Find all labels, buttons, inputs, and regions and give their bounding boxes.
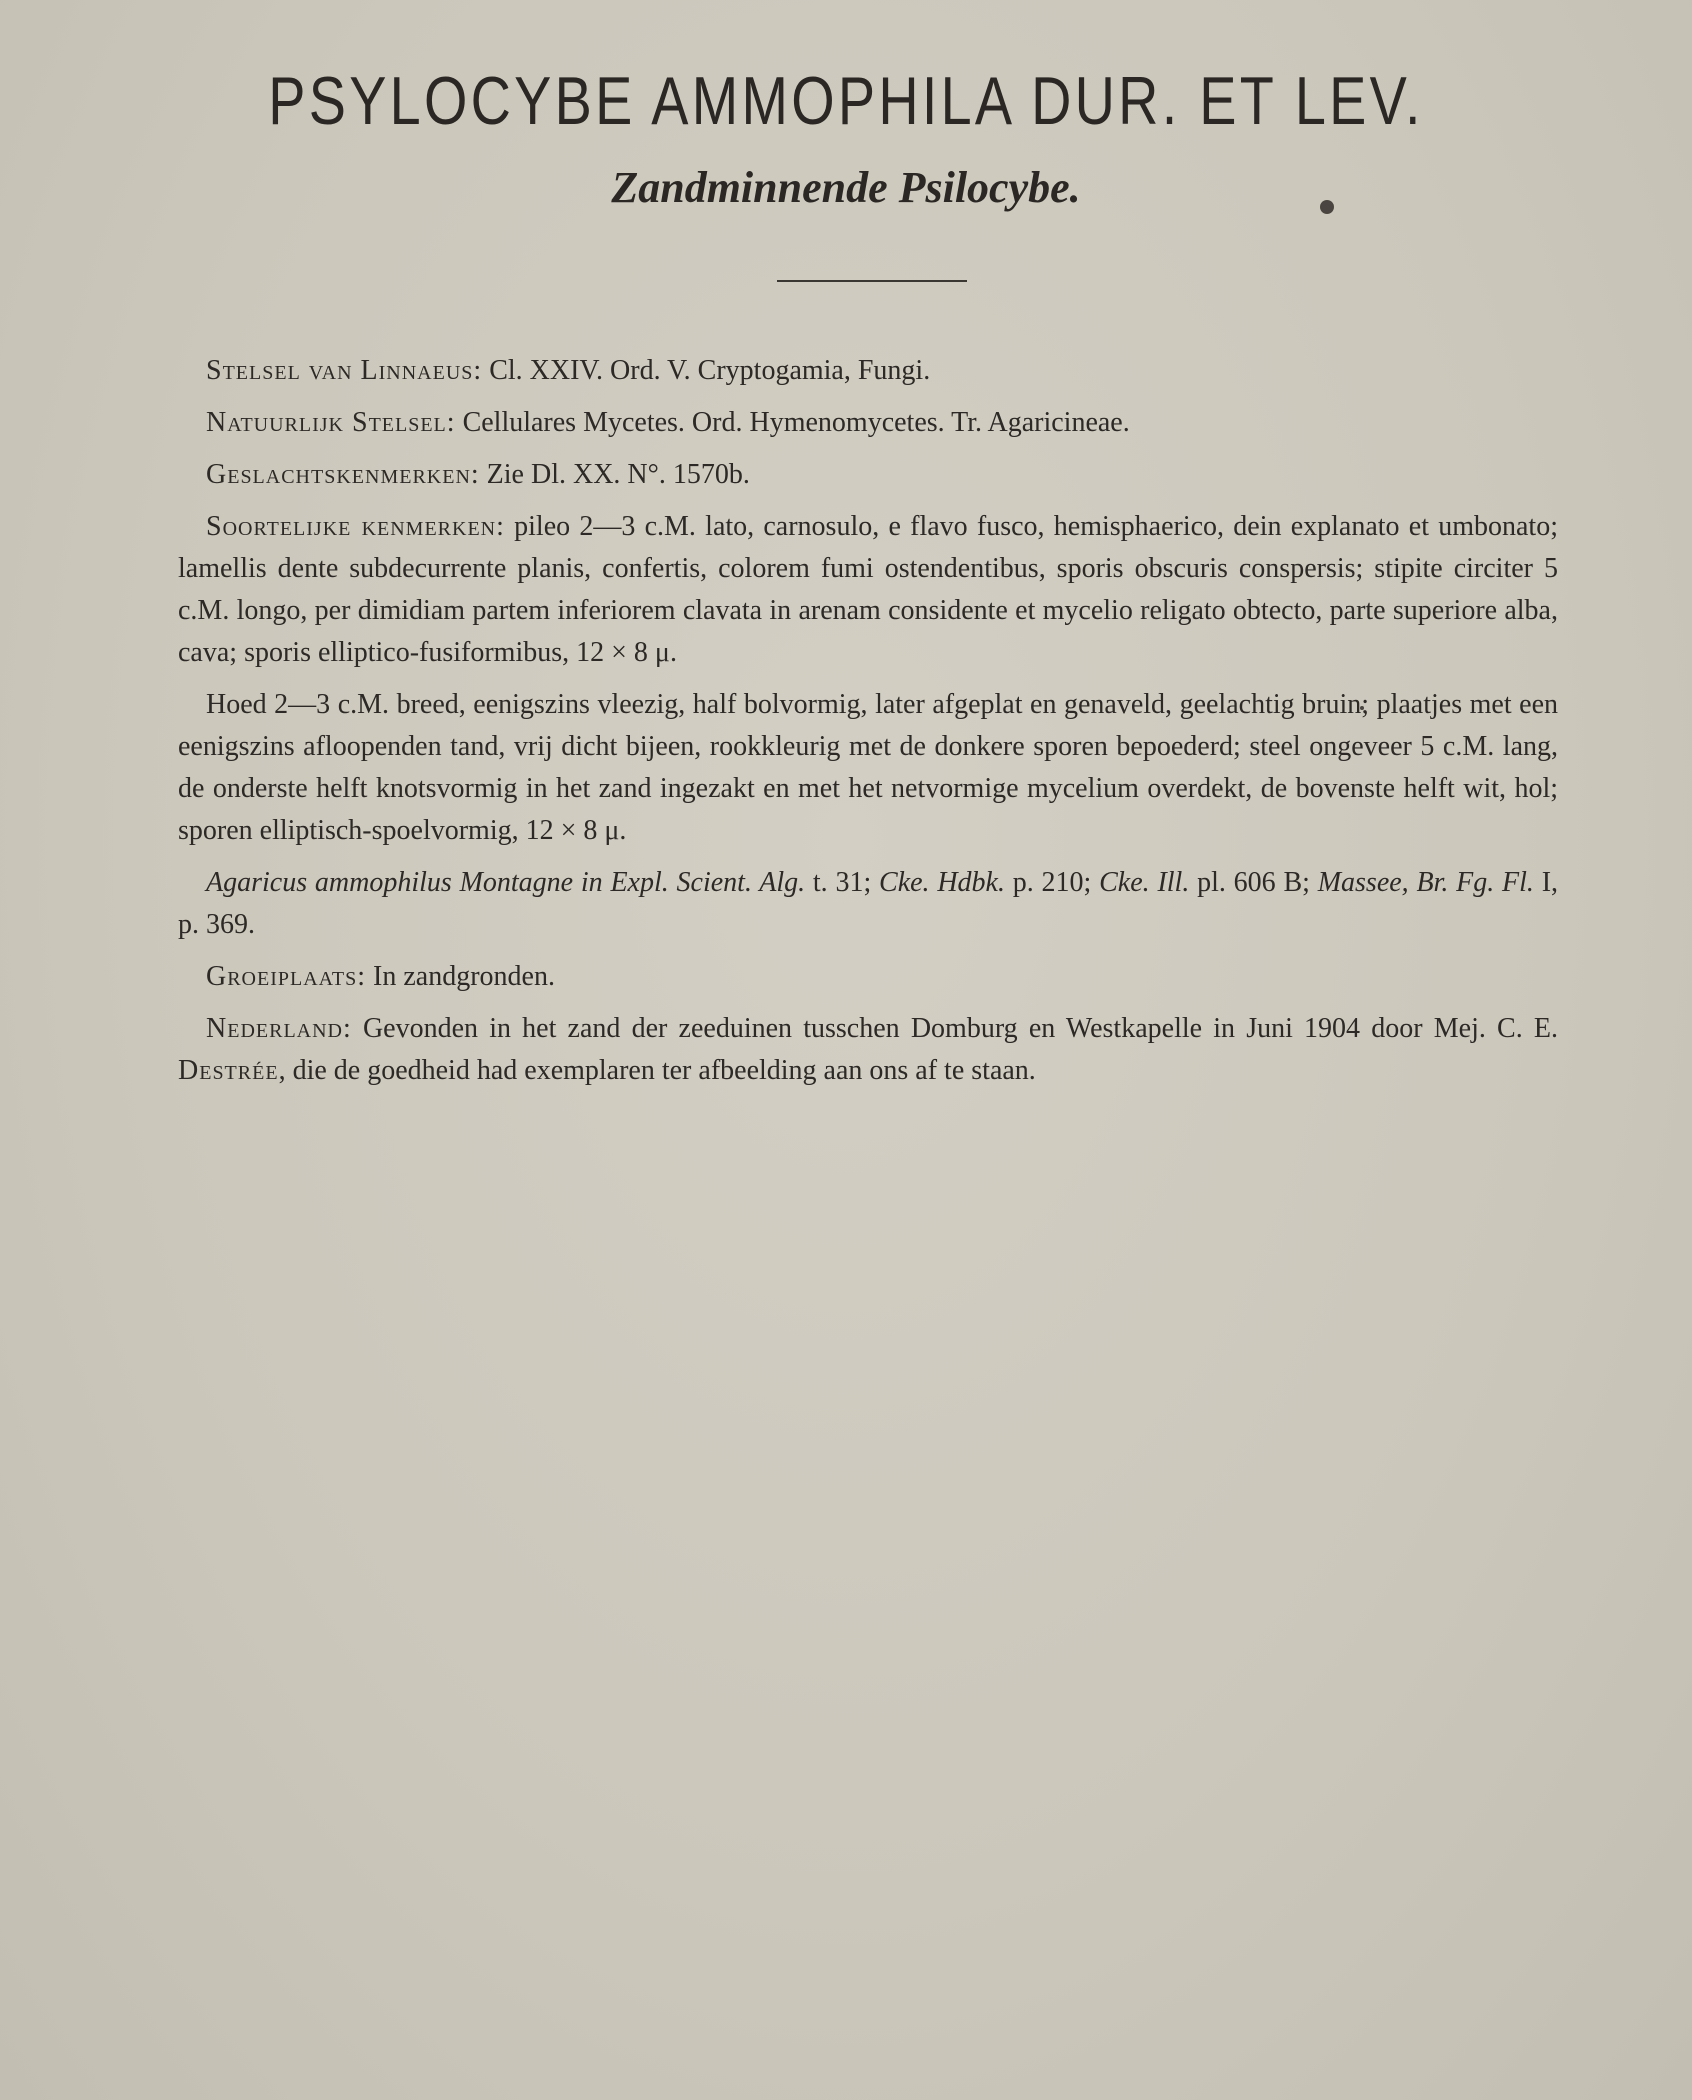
reference-massee-page: I, p. 369. — [178, 867, 1559, 940]
reference-massee: Massee, Br. Fg. Fl. — [1317, 867, 1534, 898]
reference-montagne-page: t. 31; — [805, 867, 880, 898]
groeiplaats-label: Groeiplaats: — [206, 961, 367, 992]
natuurlijk-stelsel-text: Cellulares Mycetes. Ord. Hymenomycetes. Tr. Agaricineae. — [455, 407, 1130, 438]
natuurlijk-stelsel-line — [178, 402, 1558, 444]
soortelijke-kenmerken-text: pileo 2—3 c.M. lato, carnosulo, e flavo fusco, hemisphaerico, dein explanato et umbonato; lamellis dente subdecurrente planis, confertis, colorem fumi ostendentibus, sporis obscuris conspersis; stipite circiter 5 c.M. longo, per dimidiam partem inferiorem clavata in arenam considente et mycelio religato obtecto, parte superiore alba, cava; sporis elliptico-fusiformibus, 12 × 8 μ. — [178, 511, 1558, 668]
soortelijke-kenmerken-paragraph — [178, 506, 1558, 674]
reference-montagne: Agaricus ammophilus Montagne in Expl. Scient. Alg. — [206, 867, 806, 898]
body-text — [178, 350, 1558, 1102]
page-title: PSYLOCYBE AMMOPHILA DUR. ET LEV. — [268, 63, 1424, 139]
reference-cke-ill: Cke. Ill. — [1099, 867, 1190, 898]
nederland-text-2: , die de goedheid had exemplaren ter afbeelding aan ons af te staan. — [278, 1055, 1036, 1086]
groeiplaats-line — [178, 956, 1558, 998]
reference-cke-ill-plate: pl. 606 B; — [1189, 867, 1318, 898]
geslachtskenmerken-label: Geslachtskenmerken: — [206, 459, 480, 490]
geslachtskenmerken-text: Zie Dl. XX. N°. 1570b. — [479, 459, 750, 490]
nederland-label: Nederland: — [206, 1013, 352, 1044]
soortelijke-kenmerken-label: Soortelijke kenmerken: — [206, 511, 505, 542]
reference-cke-hdbk-page: p. 210; — [1004, 867, 1100, 898]
reference-cke-hdbk: Cke. Hdbk. — [879, 867, 1005, 898]
geslachtskenmerken-line — [178, 454, 1558, 496]
natuurlijk-stelsel-label: Natuurlijk Stelsel: — [206, 407, 456, 438]
nederland-paragraph — [178, 1008, 1558, 1092]
page-subtitle: Zandminnende Psilocybe. — [611, 163, 1081, 212]
collector-name: Destrée — [178, 1055, 279, 1086]
nederland-text-1: Gevonden in het zand der zeeduinen tusschen Domburg en Westkapelle in Juni 1904 door Mej. C. E. — [351, 1013, 1558, 1044]
stelsel-linnaeus-label: Stelsel van Linnaeus: — [206, 355, 483, 386]
title-divider — [777, 280, 967, 282]
ink-spot-icon — [1320, 200, 1334, 214]
stelsel-linnaeus-line — [178, 350, 1558, 392]
groeiplaats-text: In zandgronden. — [366, 961, 555, 992]
description-paragraph: Hoed 2—3 c.M. breed, eenigszins vleezig, half bolvormig, later afgeplat en genaveld, geelachtig bruin; plaatjes met een eenigszins afloopenden tand, vrij dicht bijeen, rookkleurig met de donkere sporen bepoederd; steel ongeveer 5 c.M. lang, de onderste helft knotsvormig in het zand ingezakt en met het netvormige mycelium overdekt, de bovenste helft wit, hol; sporen elliptisch-spoelvormig, 12 × 8 μ. — [178, 689, 1558, 846]
references-paragraph — [178, 862, 1558, 946]
stelsel-linnaeus-text: Cl. XXIV. Ord. V. Cryptogamia, Fungi. — [482, 355, 931, 386]
